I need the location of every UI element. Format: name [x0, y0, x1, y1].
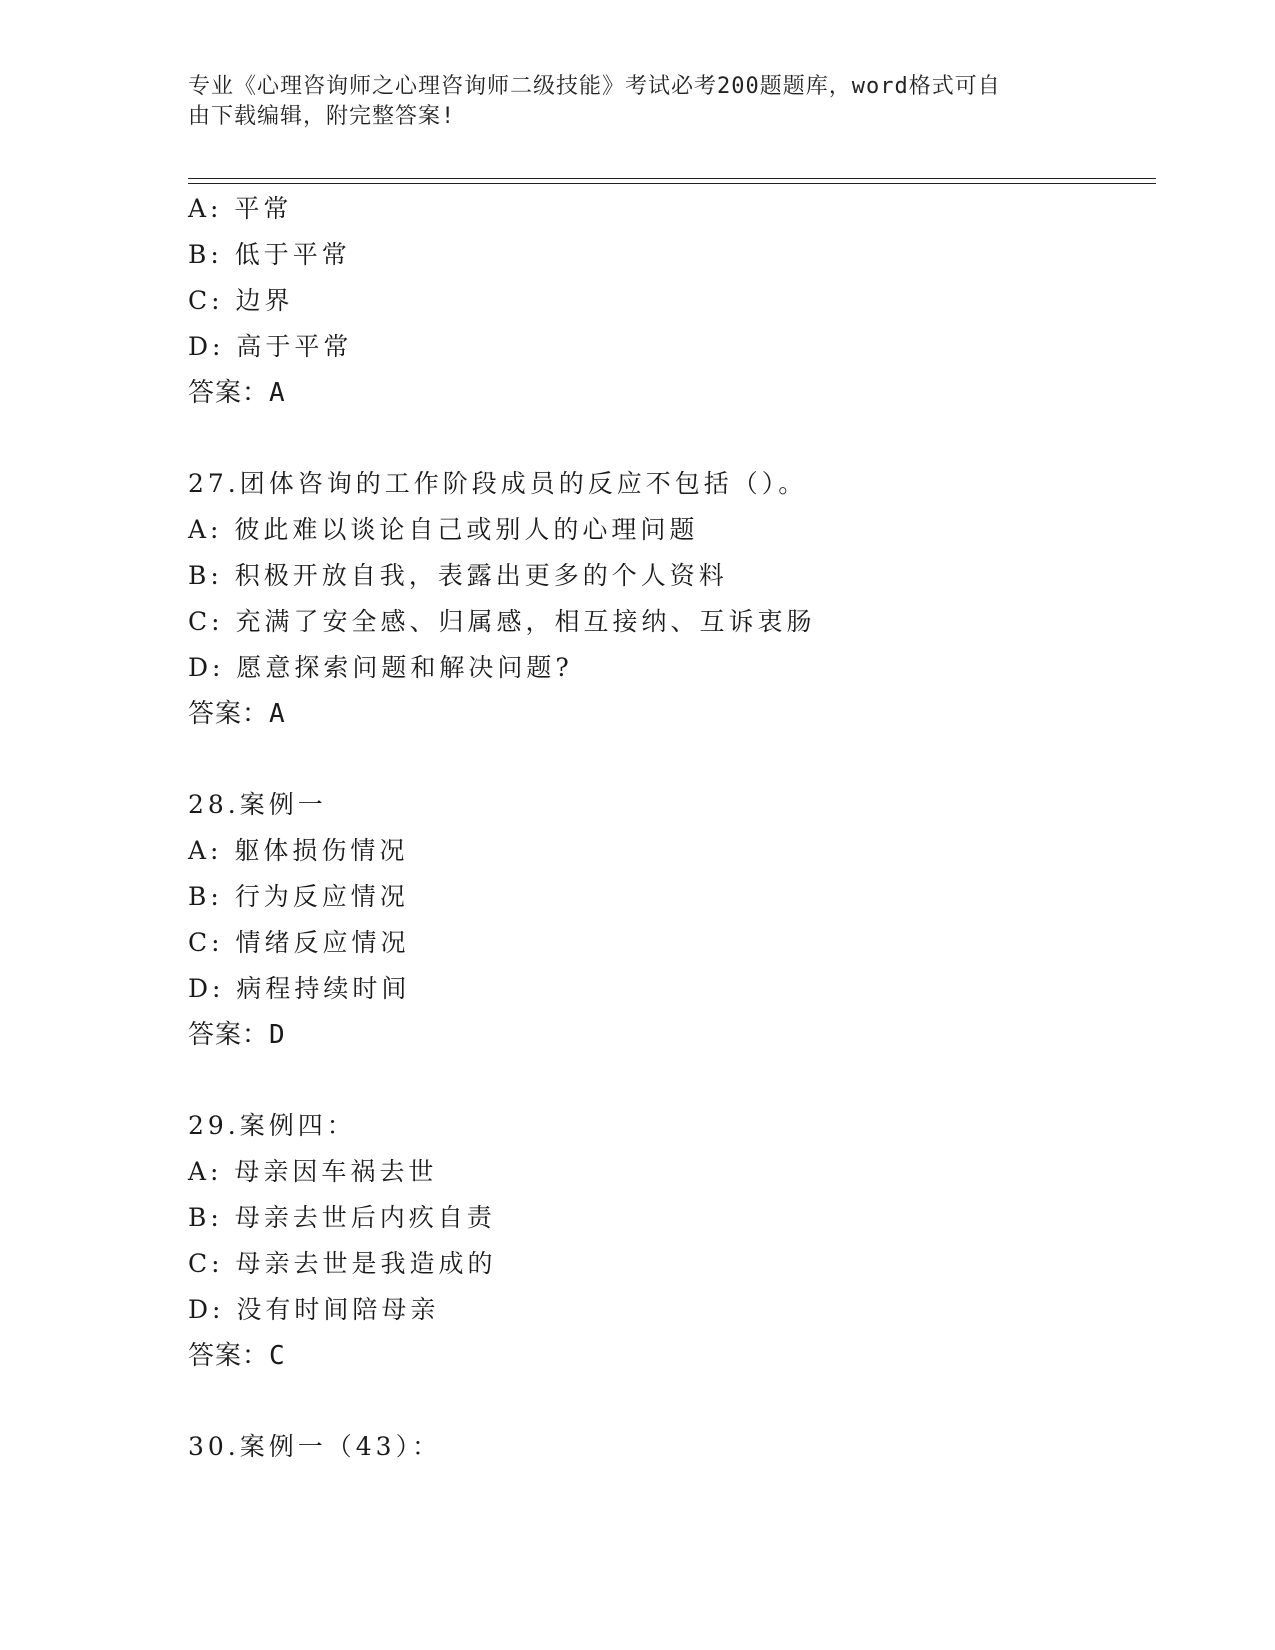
question-text: 27.团体咨询的工作阶段成员的反应不包括（）。: [188, 469, 808, 498]
block-spacer: [188, 737, 1156, 782]
option-d: D: 高于平常: [188, 332, 353, 361]
question-block-26: [188, 186, 1156, 416]
question-text: 29.案例四：: [188, 1111, 356, 1140]
option-c: C: 边界: [188, 286, 294, 315]
answer-line: 答案：D: [188, 1020, 286, 1050]
option-c: C: 充满了安全感、归属感，相互接纳、互诉衷肠: [188, 607, 816, 636]
question-list: [188, 186, 1156, 1470]
answer-line: 答案：C: [188, 1341, 286, 1371]
option-b: B: 母亲去世后内疚自责: [188, 1203, 496, 1232]
header-line-2: 由下载编辑，附完整答案!: [188, 104, 456, 129]
block-spacer: [188, 416, 1156, 461]
option-c: C: 情绪反应情况: [188, 928, 410, 957]
answer-line: 答案：A: [188, 699, 286, 729]
option-d: D: 愿意探索问题和解决问题?: [188, 653, 573, 682]
option-c: C: 母亲去世是我造成的: [188, 1249, 497, 1278]
question-text: 30.案例一（43）：: [188, 1432, 442, 1461]
question-block-29: [188, 1103, 1156, 1379]
option-a: A: 母亲因车祸去世: [188, 1157, 438, 1186]
option-d: D: 病程持续时间: [188, 974, 411, 1003]
header-line-1: 专业《心理咨询师之心理咨询师二级技能》考试必考200题题库，word格式可自: [188, 74, 1001, 99]
block-spacer: [188, 1058, 1156, 1103]
question-block-30: [188, 1424, 1156, 1470]
option-a: A: 平常: [188, 194, 293, 223]
option-b: B: 积极开放自我，表露出更多的个人资料: [188, 561, 728, 590]
option-b: B: 低于平常: [188, 240, 351, 269]
answer-line: 答案：A: [188, 378, 286, 408]
option-a: A: 躯体损伤情况: [188, 836, 409, 865]
question-block-27: [188, 461, 1156, 737]
option-b: B: 行为反应情况: [188, 882, 409, 911]
option-d: D: 没有时间陪母亲: [188, 1295, 440, 1324]
question-block-28: [188, 782, 1156, 1058]
option-a: A: 彼此难以谈论自己或别人的心理问题: [188, 515, 699, 544]
block-spacer: [188, 1379, 1156, 1424]
document-header: [188, 72, 1068, 132]
header-divider-top: [188, 178, 1156, 179]
question-text: 28.案例一: [188, 790, 327, 819]
header-divider-bottom: [188, 183, 1156, 184]
